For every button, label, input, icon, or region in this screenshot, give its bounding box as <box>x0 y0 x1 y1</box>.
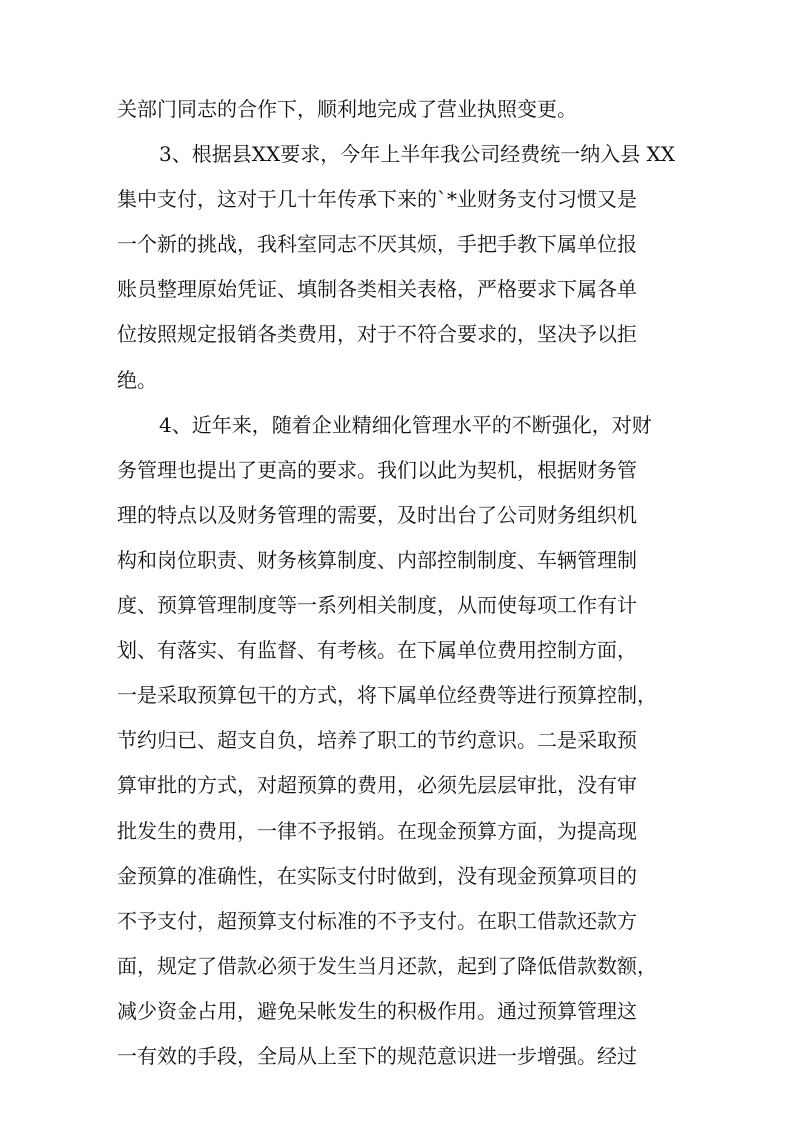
text-line: 一有效的手段，全局从上至下的规范意识进一步增强。经过 <box>117 1043 637 1068</box>
text-line: 构和岗位职责、财务核算制度、内部控制制度、车辆管理制 <box>117 547 637 572</box>
text-line: 位按照规定报销各类费用，对于不符合要求的，坚决予以拒 <box>117 322 637 347</box>
text-line: 减少资金占用，避免呆帐发生的积极作用。通过预算管理这 <box>117 998 637 1023</box>
text-line: 务管理也提出了更高的要求。我们以此为契机，根据财务管 <box>117 457 637 482</box>
text-line: 划、有落实、有监督、有考核。在下属单位费用控制方面， <box>117 638 637 663</box>
text-line: 批发生的费用，一律不予报销。在现金预算方面，为提高现 <box>117 818 637 843</box>
text-line: 集中支付，这对于几十年传承下来的`*业财务支付习惯又是 <box>117 187 637 212</box>
text-line: 3、根据县XX要求，今年上半年我公司经费统一纳入县 XX <box>159 142 676 167</box>
text-line: 节约归已、超支自负，培养了职工的节约意识。二是采取预 <box>117 728 637 753</box>
text-line: 一个新的挑战，我科室同志不厌其烦，手把手教下属单位报 <box>117 232 637 257</box>
text-line: 一是采取预算包干的方式，将下属单位经费等进行预算控制， <box>117 683 657 708</box>
text-line: 关部门同志的合作下，顺利地完成了营业执照变更。 <box>117 97 577 121</box>
text-line: 绝。 <box>117 367 157 392</box>
text-line: 理的特点以及财务管理的需要，及时出台了公司财务组织机 <box>117 502 637 527</box>
text-line: 度、预算管理制度等一系列相关制度，从而使每项工作有计 <box>117 593 637 618</box>
text-line: 账员整理原始凭证、填制各类相关表格，严格要求下属各单 <box>117 277 637 302</box>
text-line: 不予支付，超预算支付标准的不予支付。在职工借款还款方 <box>117 908 637 933</box>
text-line: 4、近年来，随着企业精细化管理水平的不断强化，对财 <box>159 412 652 437</box>
text-line: 金预算的准确性，在实际支付时做到，没有现金预算项目的 <box>117 863 637 888</box>
document-body <box>117 87 677 1079</box>
text-line: 算审批的方式，对超预算的费用，必须先层层审批，没有审 <box>117 773 637 798</box>
text-line: 面，规定了借款必须于发生当月还款，起到了降低借款数额， <box>117 953 657 978</box>
